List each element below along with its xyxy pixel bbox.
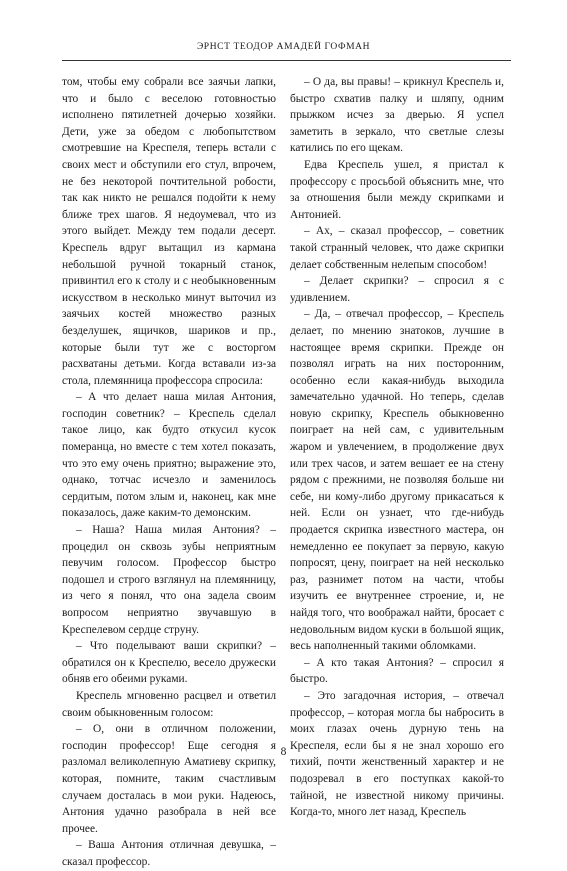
page-number: 8 bbox=[280, 746, 287, 758]
paragraph: Креспель мгновенно расцвел и ответил своим обыкновенным голосом: bbox=[62, 689, 276, 719]
paragraph: – О, они в отличном положении, господин профессор! Еще сегодня я разломал великолепную Аматиеву скрипку, которая, помните, таким счастливым случаем досталась в мои руки. Надеюсь, Антония удачно разобрала в ней все прочее. bbox=[62, 723, 276, 835]
paragraph: – Наша? Наша милая Антония? – процедил он сквозь зубы неприятным певучим голосом. Профессор быстро подошел и строго взглянул на племянницу, из чего я понял, что она задела своим вопросом неприятно звучавшую в Креспелевом сердце струну. bbox=[62, 524, 276, 636]
paragraph: – А кто такая Антония? – спросил я быстро. bbox=[290, 656, 504, 686]
paragraph: – Делает скрипки? – спросил я с удивлением. bbox=[290, 275, 504, 304]
paragraph: – Это загадочная история, – отвечал профессор, – которая могла бы набросить в моих глазах очень дурную тень на Креспеля, если бы я не знал хорошо его тихий, почти женственный характер и не подозревал в его поступках какой-то тайной, не известной никому причины. Когда-то, много лет назад, Креспель bbox=[290, 689, 504, 819]
paragraph: – Да, – отвечал профессор, – Креспель делает, по мнению знатоков, лучшие в настоящее время скрипки. Прежде он позволял играть на них посторонним, особенно если какая-нибудь выходила замечательно удачной. Но теперь, сделав новую скрипку, Креспель обыкновенно поиграет на ней сам, с удивительным жаром и увлечением, в продолжение двух или трех часов, и затем вешает ее на стену рядом с прежними, не позволяя больше ни себе, ни кому-либо другому прикасаться к ней. Если он узнает, что где-нибудь продается скрипка известного мастера, он немедленно ее покупает за первую, какую попросят, цену, поиграет на ней несколько раз, разнимет потом на части, чтобы изучить ее внутреннее строение, и, не найдя того, что воображал найти, бросает с недовольным видом куски в большой ящик, весь наполненный такими обломками. bbox=[290, 308, 504, 653]
paragraph: – А что делает наша милая Антония, господин советник? – Креспель сделал такое лицо, как будто откусил кусок померанца, но вместе с тем хотел показать, что это ему очень приятно; выражение это, однако, тотчас исчезло и заменилось сердитым, потом злым и, наконец, как мне показалось, даже каким-то демонским. bbox=[62, 391, 276, 520]
paragraph: – Ах, – сказал профессор, – советник такой странный человек, что даже скрипки делает собственным нелепым способом! bbox=[290, 225, 504, 271]
paragraph: том, чтобы ему собрали все заячьи лапки, что и было с веселою готовностью исполнено пятилетней дочерью хозяйки. Дети, уже за обедом с любопытством смотревшие на Креспеля, теперь встали с своих мест и обступили его стул, впрочем, не без некоторой почтительной робости, так как никто не решался подойти к нему ближе трех шагов. Я недоумевал, что из этого выйдет. Между тем подали десерт. Креспель вдруг вытащил из кармана небольшой ручной токарный станок, привинтил его к столу и с необыкновенным искусством в несколько минут выточил из заячьих костей множество разных безделушек, ящичков, шариков и пр., которые были тут же с восторгом расхватаны детьми. Когда вставали из-за стола, племянница профессора спросила: bbox=[62, 76, 276, 387]
paragraph: – Ваша Антония отличная девушка, – сказал профессор. bbox=[62, 839, 276, 868]
paragraph: Едва Креспель ушел, я пристал к профессору с просьбой объяснить мне, что за отношения были между скрипками и Антонией. bbox=[290, 158, 504, 221]
right-column bbox=[290, 74, 504, 821]
header-rule bbox=[62, 60, 511, 61]
paragraph: – О да, вы правы! – крикнул Креспель и, быстро схватив палку и шляпу, одним прыжком исчез за дверью. Я успел заметить в зеркало, что светлые слезы катились по его щекам. bbox=[290, 76, 504, 155]
running-header: ЭРНСТ ТЕОДОР АМАДЕЙ ГОФМАН bbox=[196, 42, 371, 52]
paragraph: – Что поделывают ваши скрипки? – обратился он к Креспелю, весело дружески обняв его обеими руками. bbox=[62, 640, 276, 686]
